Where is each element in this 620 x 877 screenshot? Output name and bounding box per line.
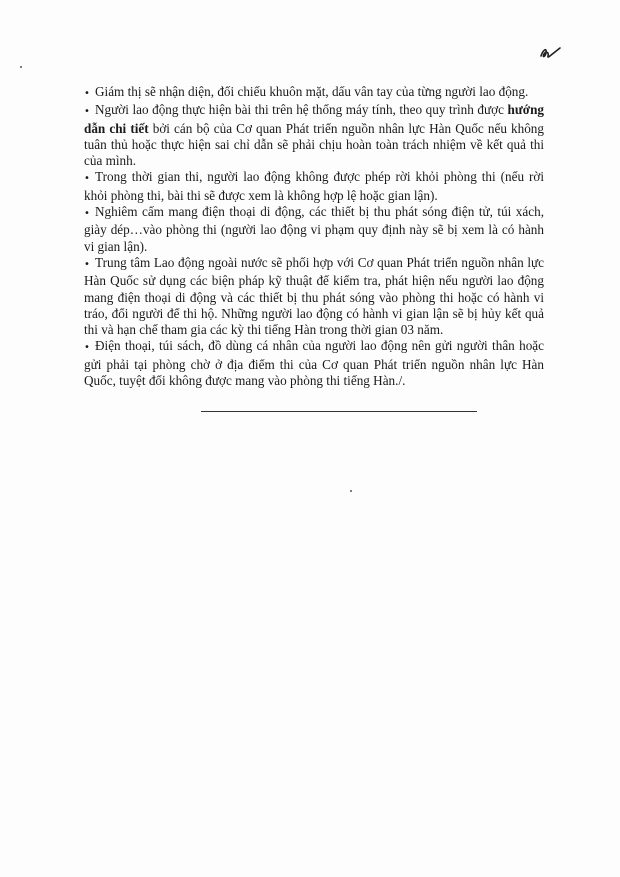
scan-speck (20, 66, 22, 68)
bullet-icon: • (84, 106, 90, 118)
document-body (84, 84, 544, 389)
bullet-icon: • (84, 173, 90, 185)
bullet-icon: • (84, 208, 90, 220)
bullet-text-after: bởi cán bộ của Cơ quan Phát triển nguồn nhân lực Hàn Quốc nếu không tuân thủ hoặc thực hiện sai chỉ dẫn sẽ phải chịu hoàn toàn trách nhiệm về kết quả thi của mình. (84, 120, 544, 169)
bullet-icon: • (84, 342, 90, 354)
bullet-icon: • (84, 88, 90, 99)
scan-speck (350, 490, 352, 492)
bullet-text-before: Người lao động thực hiện bài thi trên hệ thống máy tính, theo quy trình được (95, 102, 508, 118)
bullet-text: Điện thoại, túi sách, đồ dùng cá nhân của người lao động nên gửi người thân hoặc gửi phải tại phòng chờ ở địa điểm thi của Cơ quan Phát triển nguồn nhân lực Hàn Quốc, tuyệt đối không được mang vào phòng thi tiếng Hàn./. (84, 338, 544, 389)
bullet-text-bold: hướng dẫn chi tiết (84, 102, 544, 136)
handwritten-initials-icon (538, 44, 562, 62)
end-divider-line (201, 411, 477, 412)
bullet-text: Trung tâm Lao động ngoài nước sẽ phối hợp với Cơ quan Phát triển nguồn nhân lực Hàn Quốc sử dụng các biện pháp kỹ thuật để kiểm tra, phát hiện nếu người lao động mang điện thoại di động và các thiết bị thu phát sóng vào phòng thi hoặc có hành vi tráo, đổi người để thi hộ. Những người lao động có hành vi gian lận sẽ bị hủy kết quả thi và hạn chế tham gia các kỳ thi tiếng Hàn trong thời gian 03 năm. (84, 254, 544, 338)
bullet-item-leaving-room (84, 169, 544, 204)
bullet-text: Trong thời gian thi, người lao động không được phép rời khỏi phòng thi (nếu rời khỏi phòng thi, bài thi sẽ được xem là không hợp lệ hoặc gian lận). (84, 169, 544, 203)
bullet-item-identity-check (84, 84, 544, 102)
bullet-item-computer-exam (84, 102, 544, 169)
bullet-item-personal-belongings (84, 338, 544, 389)
bullet-text: Giám thị sẽ nhận diện, đối chiếu khuôn mặt, dấu vân tay của từng người lao động. (95, 84, 529, 99)
bullet-item-prohibited-items (84, 204, 544, 255)
bullet-item-cheating-penalty (84, 255, 544, 338)
bullet-icon: • (84, 258, 90, 270)
bullet-text: Nghiêm cấm mang điện thoại di động, các thiết bị thu phát sóng điện tử, túi xách, giày dép…vào phòng thi (người lao động vi phạm quy định này sẽ bị xem là có hành vi gian lận). (84, 204, 544, 254)
